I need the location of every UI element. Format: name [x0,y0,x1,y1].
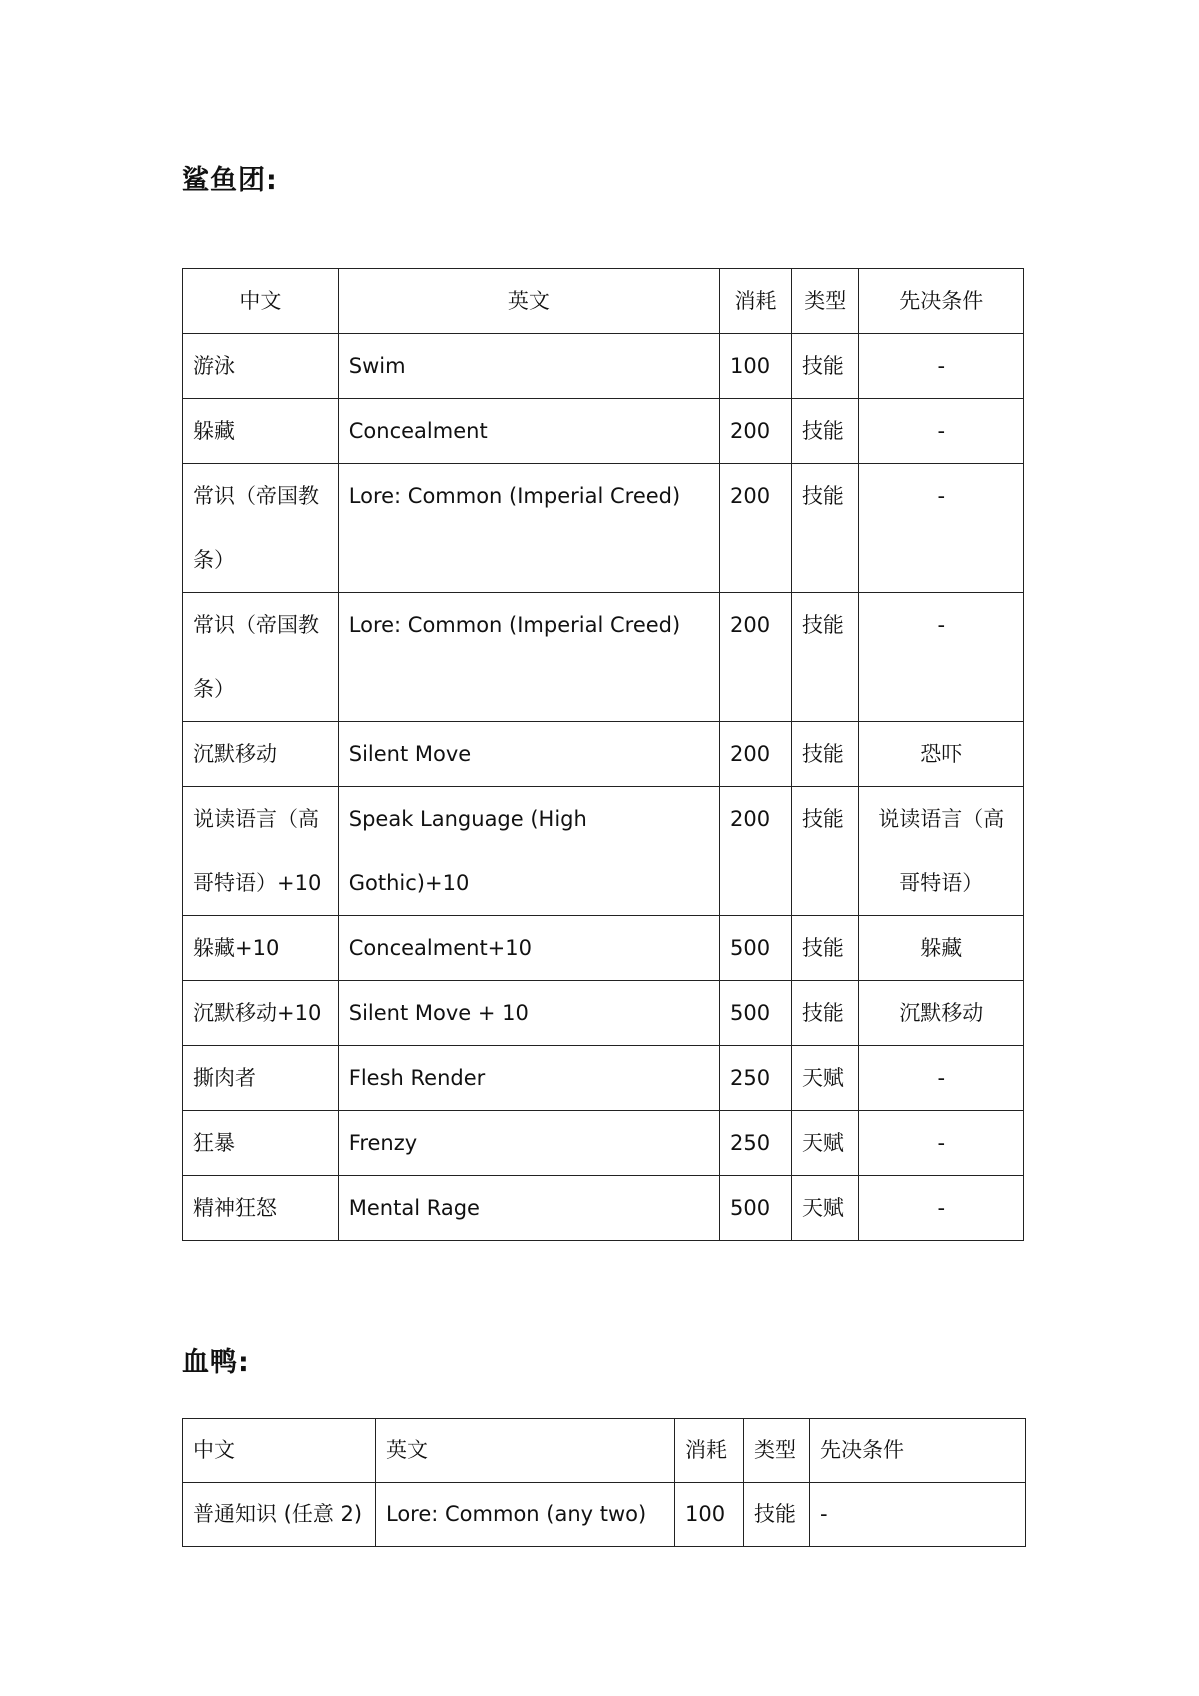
cell-cost: 500 [720,981,792,1046]
table-header-row [183,269,1024,334]
cell-english: Lore: Common (Imperial Creed) [338,464,719,593]
cell-cost: 200 [720,399,792,464]
cell-chinese: 撕肉者 [183,1046,339,1111]
cell-prerequisite: - [859,1046,1024,1111]
table-header-row [183,1419,1026,1483]
cell-prerequisite: 躲藏 [859,916,1024,981]
cell-cost: 200 [720,787,792,916]
header-chinese: 中文 [183,1419,376,1483]
cell-chinese: 说读语言（高哥特语）+10 [183,787,339,916]
section-title-blood-ducks: 血鸭: [182,1347,250,1378]
cell-prerequisite: - [859,1111,1024,1176]
cell-prerequisite: 说读语言（高哥特语） [859,787,1024,916]
header-english: 英文 [338,269,719,334]
cell-english: Swim [338,334,719,399]
cell-cost: 500 [720,916,792,981]
cell-english: Concealment [338,399,719,464]
cell-type: 天赋 [791,1176,859,1241]
shark-team-skills-table [182,268,1024,1241]
cell-cost: 100 [720,334,792,399]
cell-prerequisite: - [859,1176,1024,1241]
header-cost: 消耗 [675,1419,744,1483]
cell-prerequisite: - [859,593,1024,722]
cell-chinese: 精神狂怒 [183,1176,339,1241]
cell-cost: 250 [720,1111,792,1176]
table-row [183,1483,1026,1547]
cell-chinese: 常识（帝国教条） [183,464,339,593]
cell-english: Flesh Render [338,1046,719,1111]
cell-chinese: 普通知识 (任意 2) [183,1483,376,1547]
cell-cost: 200 [720,464,792,593]
cell-chinese: 狂暴 [183,1111,339,1176]
table-row [183,1176,1024,1241]
table-row [183,399,1024,464]
blood-ducks-skills-table [182,1418,1026,1547]
cell-chinese: 躲藏 [183,399,339,464]
table-row [183,981,1024,1046]
cell-prerequisite: - [859,399,1024,464]
table-row [183,787,1024,916]
cell-english: Lore: Common (any two) [376,1483,675,1547]
cell-type: 技能 [744,1483,810,1547]
cell-english: Concealment+10 [338,916,719,981]
cell-english: Frenzy [338,1111,719,1176]
cell-prerequisite: 沉默移动 [859,981,1024,1046]
cell-cost: 200 [720,593,792,722]
cell-type: 技能 [791,399,859,464]
cell-chinese: 躲藏+10 [183,916,339,981]
cell-type: 技能 [791,981,859,1046]
header-chinese: 中文 [183,269,339,334]
cell-english: Speak Language (High Gothic)+10 [338,787,719,916]
cell-type: 天赋 [791,1111,859,1176]
cell-type: 技能 [791,916,859,981]
cell-prerequisite: - [859,334,1024,399]
cell-cost: 200 [720,722,792,787]
header-prerequisite: 先决条件 [859,269,1024,334]
header-english: 英文 [376,1419,675,1483]
header-type: 类型 [791,269,859,334]
cell-prerequisite: - [810,1483,1026,1547]
cell-cost: 500 [720,1176,792,1241]
cell-type: 技能 [791,334,859,399]
table-row [183,593,1024,722]
cell-cost: 100 [675,1483,744,1547]
cell-type: 技能 [791,787,859,916]
cell-english: Mental Rage [338,1176,719,1241]
cell-cost: 250 [720,1046,792,1111]
header-cost: 消耗 [720,269,792,334]
cell-type: 技能 [791,722,859,787]
table-row [183,1046,1024,1111]
cell-english: Silent Move + 10 [338,981,719,1046]
cell-english: Lore: Common (Imperial Creed) [338,593,719,722]
table-row [183,464,1024,593]
header-prerequisite: 先决条件 [810,1419,1026,1483]
cell-chinese: 沉默移动+10 [183,981,339,1046]
cell-english: Silent Move [338,722,719,787]
cell-prerequisite: 恐吓 [859,722,1024,787]
cell-chinese: 游泳 [183,334,339,399]
cell-chinese: 常识（帝国教条） [183,593,339,722]
table-row [183,334,1024,399]
cell-prerequisite: - [859,464,1024,593]
cell-type: 技能 [791,464,859,593]
cell-type: 天赋 [791,1046,859,1111]
cell-chinese: 沉默移动 [183,722,339,787]
table-row [183,1111,1024,1176]
section-title-shark-team: 鲨鱼团: [182,165,278,196]
table-row [183,916,1024,981]
table-row [183,722,1024,787]
cell-type: 技能 [791,593,859,722]
header-type: 类型 [744,1419,810,1483]
